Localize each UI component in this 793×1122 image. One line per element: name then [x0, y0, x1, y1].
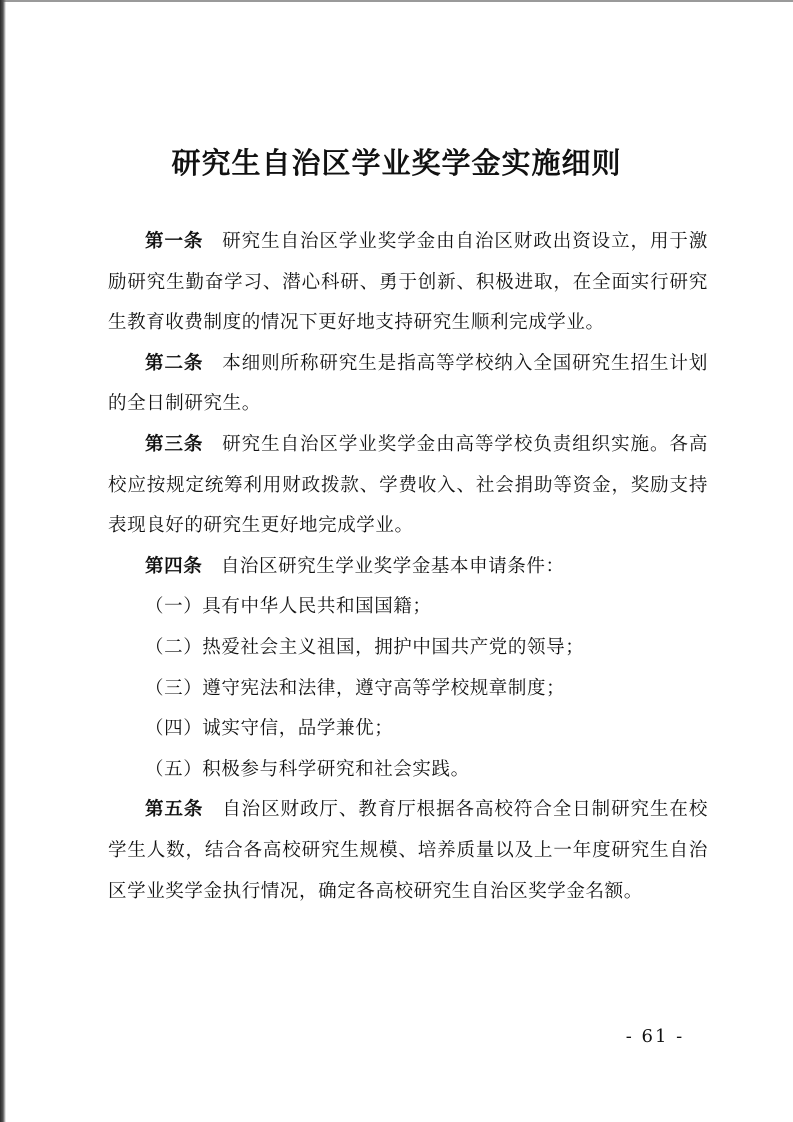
page-number: - 61 -: [625, 1026, 685, 1047]
article-label: 第二条: [145, 352, 204, 374]
condition-text: （一）具有中华人民共和国国籍；: [145, 596, 432, 618]
condition-text: （三）遵守宪法和法律，遵守高等学校规章制度；: [145, 677, 566, 699]
article-label: 第三条: [145, 433, 204, 455]
article-4: [108, 547, 708, 588]
condition-item-2: [108, 628, 708, 669]
condition-item-3: [108, 669, 708, 710]
article-1: [108, 222, 708, 344]
condition-item-4: [108, 709, 708, 750]
condition-text: （四）诚实守信，品学兼优；: [145, 718, 394, 740]
article-text: 自治区研究生学业奖学金基本申请条件：: [220, 555, 565, 577]
condition-item-5: [108, 750, 708, 791]
article-3: [108, 425, 708, 547]
condition-text: （五）积极参与科学研究和社会实践。: [145, 758, 470, 780]
article-text: 研究生自治区学业奖学金由高等学校负责组织实施。各高校应按规定统筹利用财政拨款、学费收入、社会捐助等资金，奖励支持表现良好的研究生更好地完成学业。: [108, 433, 708, 537]
document-title: 研究生自治区学业奖学金实施细则: [171, 146, 622, 180]
article-text: 自治区财政厅、教育厅根据各高校符合全日制研究生在校学生人数，结合各高校研究生规模、培养质量以及上一年度研究生自治区学业奖学金执行情况，确定各高校研究生自治区奖学金名额。: [108, 799, 708, 902]
document-body: [108, 222, 708, 912]
article-label: 第四条: [145, 555, 203, 577]
article-label: 第五条: [145, 799, 204, 821]
condition-text: （二）热爱社会主义祖国，拥护中国共产党的领导；: [145, 636, 585, 658]
condition-item-1: [108, 587, 708, 628]
article-label: 第一条: [145, 231, 204, 252]
article-text: 本细则所称研究生是指高等学校纳入全国研究生招生计划的全日制研究生。: [108, 352, 708, 415]
article-5: [108, 790, 708, 912]
article-text: 研究生自治区学业奖学金由自治区财政出资设立，用于激励研究生勤奋学习、潜心科研、勇于创新、积极进取，在全面实行研究生教育收费制度的情况下更好地支持研究生顺利完成学业。: [108, 231, 708, 334]
article-2: [108, 344, 708, 425]
